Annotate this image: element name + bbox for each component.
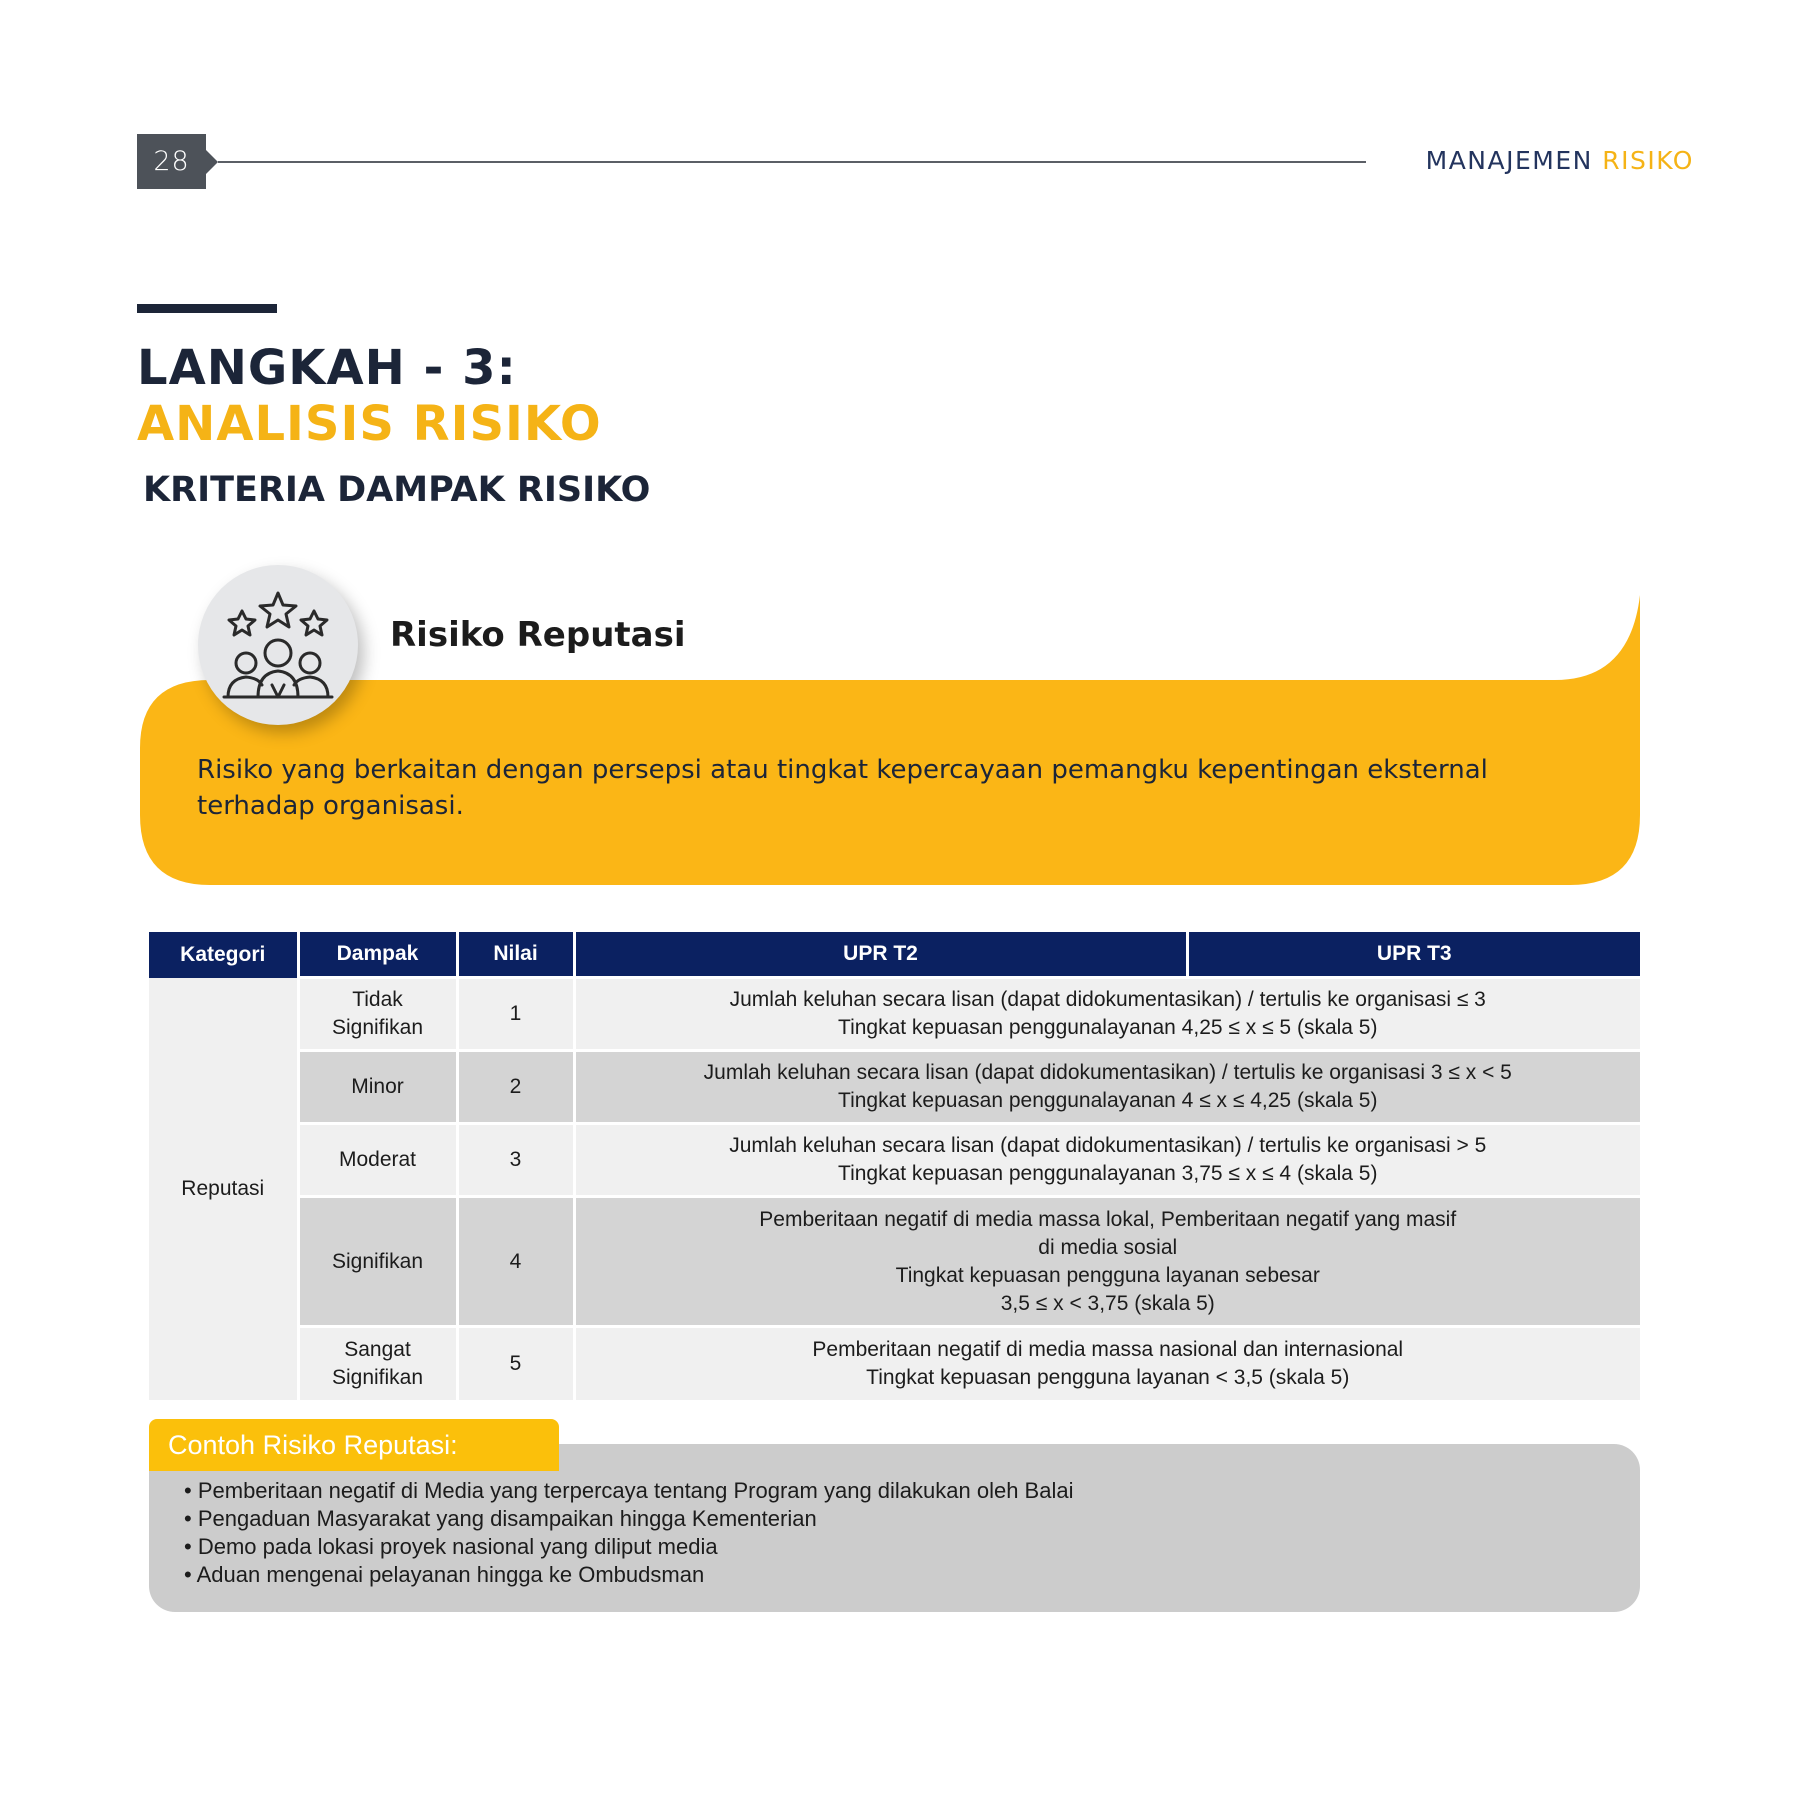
page-number: 28 bbox=[137, 134, 206, 189]
criteria-line: Pemberitaan negatif di media massa nasional dan internasional bbox=[812, 1337, 1404, 1361]
banner-heading: Risiko Reputasi bbox=[390, 615, 686, 655]
table-row bbox=[149, 978, 1640, 1051]
criteria-line: Tingkat kepuasan penggunalayanan 4,25 ≤ x ≤ 5 (skala 5) bbox=[838, 1016, 1378, 1039]
table-row bbox=[149, 1327, 1640, 1400]
dampak-line: Sangat bbox=[344, 1337, 411, 1361]
impact-criteria-table bbox=[149, 932, 1640, 1400]
list-item: • Demo pada lokasi proyek nasional yang diliput media bbox=[184, 1533, 1073, 1561]
criteria-cell bbox=[574, 1327, 1640, 1400]
dampak-line: Signifikan bbox=[331, 1249, 424, 1273]
header-title-accent: RISIKO bbox=[1602, 146, 1694, 175]
criteria-line: Jumlah keluhan secara lisan (dapat didokumentasikan) / tertulis ke organisasi > 5 bbox=[729, 1134, 1487, 1157]
dampak-line: Tidak bbox=[352, 988, 403, 1011]
header-title-main: MANAJEMEN bbox=[1425, 146, 1593, 175]
dampak-cell bbox=[298, 1124, 457, 1197]
criteria-line: Tingkat kepuasan penggunalayanan 3,75 ≤ x ≤ 4 (skala 5) bbox=[838, 1162, 1378, 1185]
examples-list bbox=[184, 1477, 1073, 1589]
criteria-line: Tingkat kepuasan penggunalayanan 4 ≤ x ≤ 4,25 (skala 5) bbox=[838, 1089, 1378, 1112]
reputation-people-stars-icon bbox=[198, 565, 358, 725]
criteria-line: Jumlah keluhan secara lisan (dapat didokumentasikan) / tertulis ke organisasi ≤ 3 bbox=[729, 988, 1486, 1011]
nilai-cell: 3 bbox=[457, 1124, 574, 1197]
criteria-cell bbox=[574, 1124, 1640, 1197]
criteria-line: di media sosial bbox=[1038, 1235, 1178, 1259]
dampak-line: Minor bbox=[351, 1075, 404, 1098]
header-dampak: Dampak bbox=[298, 932, 457, 978]
nilai-cell: 5 bbox=[457, 1327, 574, 1400]
criteria-line: Tingkat kepuasan pengguna layanan sebesar bbox=[895, 1263, 1320, 1287]
criteria-line: 3,5 ≤ x < 3,75 (skala 5) bbox=[1000, 1291, 1215, 1315]
criteria-cell bbox=[574, 1197, 1640, 1327]
header-nilai: Nilai bbox=[457, 932, 574, 978]
table-row bbox=[149, 1197, 1640, 1327]
section-subtitle: KRITERIA DAMPAK RISIKO bbox=[143, 470, 651, 510]
dampak-cell bbox=[298, 1051, 457, 1124]
category-cell: Reputasi bbox=[149, 978, 298, 1400]
dampak-cell bbox=[298, 978, 457, 1051]
section-title-accent: ANALISIS RISIKO bbox=[137, 396, 602, 452]
nilai-cell: 1 bbox=[457, 978, 574, 1051]
header-upr-t2: UPR T2 bbox=[574, 932, 1187, 978]
dampak-line: Signifikan bbox=[331, 1016, 424, 1039]
dampak-line: Moderat bbox=[338, 1148, 417, 1171]
table-row bbox=[149, 1124, 1640, 1197]
criteria-line: Jumlah keluhan secara lisan (dapat didokumentasikan) / tertulis ke organisasi 3 ≤ x < 5 bbox=[703, 1061, 1512, 1084]
criteria-line: Pemberitaan negatif di media massa lokal, Pemberitaan negatif yang masif bbox=[759, 1207, 1457, 1231]
table-row bbox=[149, 1051, 1640, 1124]
dampak-line: Signifikan bbox=[331, 1365, 424, 1389]
criteria-cell bbox=[574, 1051, 1640, 1124]
header-upr-t3: UPR T3 bbox=[1187, 932, 1640, 978]
criteria-cell bbox=[574, 978, 1640, 1051]
section-title: LANGKAH - 3: bbox=[137, 340, 517, 396]
banner-description: Risiko yang berkaitan dengan persepsi atau tingkat kepercayaan pemangku kepentingan eksternal terhadap organisasi. bbox=[197, 755, 1488, 821]
table-header-row bbox=[149, 932, 1640, 978]
criteria-line: Tingkat kepuasan pengguna layanan < 3,5 (skala 5) bbox=[866, 1365, 1350, 1389]
examples-title: Contoh Risiko Reputasi: bbox=[149, 1419, 559, 1471]
list-item: • Pengaduan Masyarakat yang disampaikan hingga Kementerian bbox=[184, 1505, 1073, 1533]
list-item: • Aduan mengenai pelayanan hingga ke Ombudsman bbox=[184, 1561, 1073, 1589]
header-kategori: Kategori bbox=[149, 932, 298, 978]
nilai-cell: 2 bbox=[457, 1051, 574, 1124]
list-item: • Pemberitaan negatif di Media yang terpercaya tentang Program yang dilakukan oleh Balai bbox=[184, 1477, 1073, 1505]
nilai-cell: 4 bbox=[457, 1197, 574, 1327]
dampak-cell bbox=[298, 1327, 457, 1400]
dampak-cell bbox=[298, 1197, 457, 1327]
